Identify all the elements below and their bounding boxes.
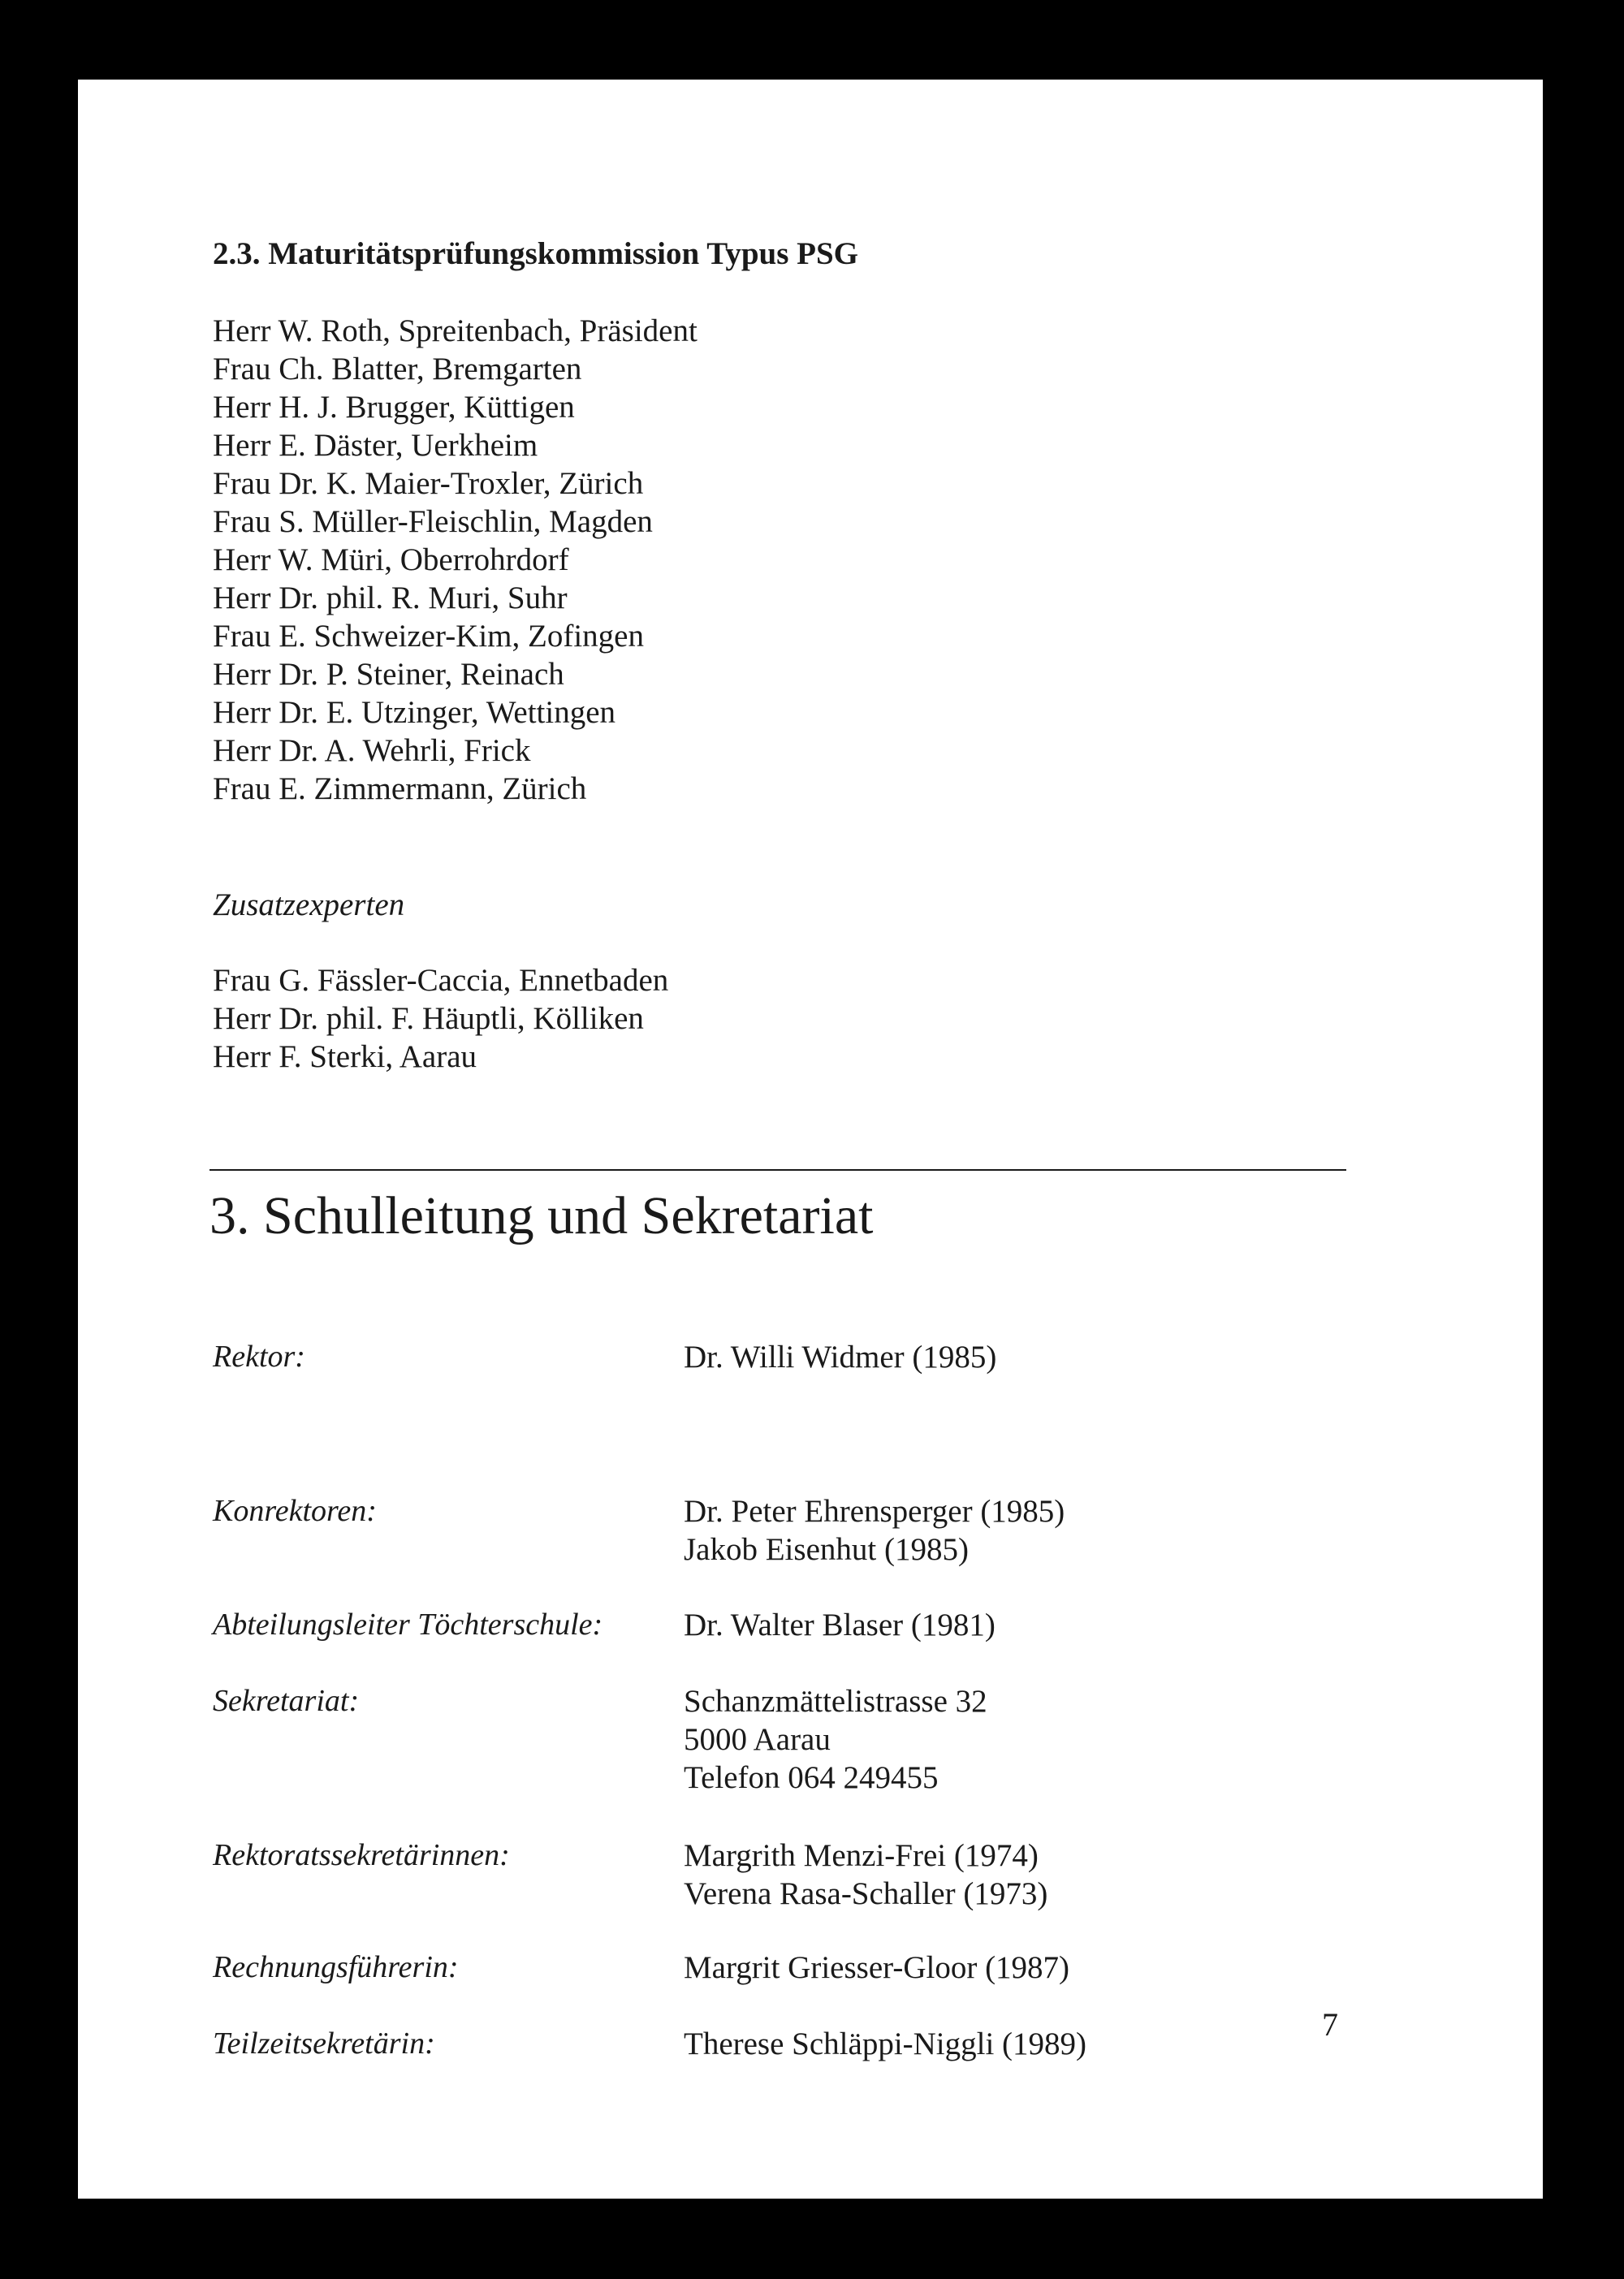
staff-label-abteilungsleiter: Abteilungsleiter Töchterschule: xyxy=(213,1608,603,1642)
staff-value-line: Margrit Griesser-Gloor (1987) xyxy=(684,1950,1070,1985)
list-item: Herr Dr. P. Steiner, Reinach xyxy=(213,657,564,692)
staff-value-rektoratssekretaerinnen xyxy=(684,1837,1047,1913)
list-item: Herr Dr. A. Wehrli, Frick xyxy=(213,733,531,768)
list-item: Frau Ch. Blatter, Bremgarten xyxy=(213,352,582,386)
staff-value-line: Margrith Menzi-Frei (1974) xyxy=(684,1838,1039,1873)
list-item: Frau Dr. K. Maier-Troxler, Zürich xyxy=(213,466,644,501)
staff-label-teilzeitsekretaerin: Teilzeitsekretärin: xyxy=(213,2026,435,2061)
list-item: Herr H. J. Brugger, Küttigen xyxy=(213,390,575,425)
staff-value-line: Dr. Willi Widmer (1985) xyxy=(684,1340,997,1375)
staff-label-rektor: Rektor: xyxy=(213,1340,305,1374)
list-item: Frau S. Müller-Fleischlin, Magden xyxy=(213,504,653,539)
list-item: Herr W. Müri, Oberrohrdorf xyxy=(213,542,569,577)
staff-label-sekretariat: Sekretariat: xyxy=(213,1684,360,1718)
staff-value-line: Dr. Walter Blaser (1981) xyxy=(684,1608,996,1642)
staff-value-line: 5000 Aarau xyxy=(684,1722,831,1757)
staff-value-rechnungsfuehrerin xyxy=(684,1949,1069,1987)
list-item: Herr Dr. phil. R. Muri, Suhr xyxy=(213,581,568,615)
list-item: Herr W. Roth, Spreitenbach, Präsident xyxy=(213,313,698,348)
staff-label-konrektoren: Konrektoren: xyxy=(213,1494,377,1528)
list-item: Herr F. Sterki, Aarau xyxy=(213,1039,477,1074)
staff-value-konrektoren xyxy=(684,1492,1065,1569)
document-page xyxy=(78,80,1543,2199)
expert-list xyxy=(213,961,668,1076)
staff-value-sekretariat xyxy=(684,1682,987,1797)
page-number: 7 xyxy=(1322,2006,1338,2043)
staff-value-line: Verena Rasa-Schaller (1973) xyxy=(684,1876,1048,1911)
staff-label-rektoratssekretaerinnen: Rektoratssekretärinnen: xyxy=(213,1838,510,1872)
staff-value-abteilungsleiter xyxy=(684,1606,996,1644)
list-item: Frau E. Schweizer-Kim, Zofingen xyxy=(213,619,644,654)
staff-value-line: Therese Schläppi-Niggli (1989) xyxy=(684,2026,1087,2061)
staff-value-line: Schanzmättelistrasse 32 xyxy=(684,1684,987,1719)
staff-value-line: Jakob Eisenhut (1985) xyxy=(684,1532,969,1567)
staff-value-line: Dr. Peter Ehrensperger (1985) xyxy=(684,1494,1065,1529)
staff-value-teilzeitsekretaerin xyxy=(684,2025,1086,2063)
section-heading-2-3: 2.3. Maturitätsprüfungskommission Typus PSG xyxy=(213,236,858,271)
experts-subheading: Zusatzexperten xyxy=(213,887,405,922)
horizontal-divider xyxy=(209,1169,1346,1171)
list-item: Herr Dr. phil. F. Häuptli, Kölliken xyxy=(213,1001,644,1036)
list-item: Frau G. Fässler-Caccia, Ennetbaden xyxy=(213,963,669,998)
staff-value-rektor xyxy=(684,1338,996,1376)
section-heading-3: 3. Schulleitung und Sekretariat xyxy=(209,1186,874,1245)
commission-member-list xyxy=(213,312,698,808)
list-item: Herr E. Däster, Uerkheim xyxy=(213,428,538,463)
staff-value-line: Telefon 064 249455 xyxy=(684,1760,939,1795)
list-item: Frau E. Zimmermann, Zürich xyxy=(213,771,587,806)
list-item: Herr Dr. E. Utzinger, Wettingen xyxy=(213,695,616,730)
staff-label-rechnungsfuehrerin: Rechnungsführerin: xyxy=(213,1950,459,1984)
